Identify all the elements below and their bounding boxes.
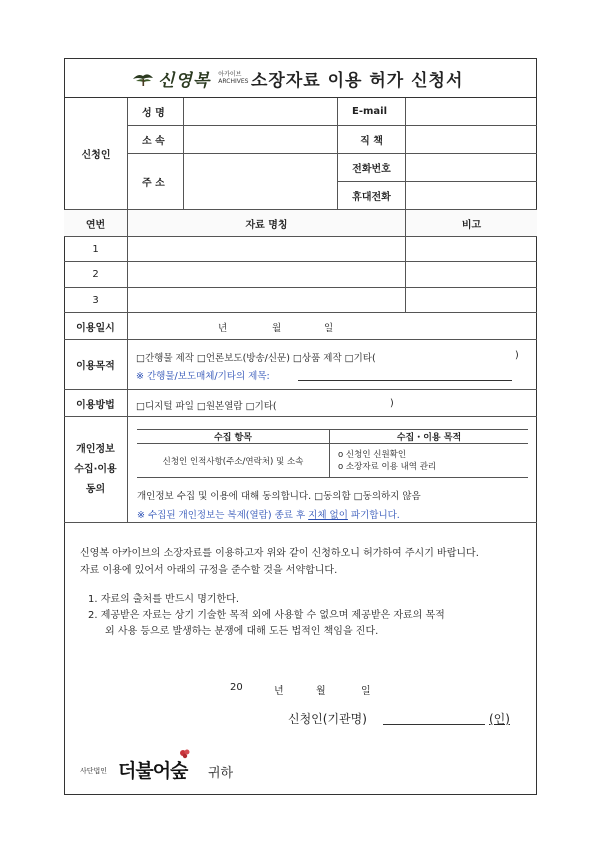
- privacy-note-before: ※ 수집된 개인정보는 복제(열람) 종료 후: [137, 510, 309, 521]
- usage-year: 년: [218, 323, 228, 334]
- privacy-col1-header: 수집 항목: [137, 429, 330, 444]
- privacy-destroy-note: [137, 507, 400, 521]
- materials-row-no: 3: [64, 288, 128, 313]
- privacy-note-underlined: 지체 없이: [308, 510, 348, 521]
- logo-sub-english: ARCHIVES: [218, 78, 249, 85]
- materials-row-note[interactable]: [406, 237, 537, 262]
- email-label: E-mail: [338, 98, 406, 126]
- email-field[interactable]: [406, 98, 537, 126]
- phone-field[interactable]: [406, 154, 537, 182]
- form-header: [64, 58, 537, 98]
- seal-flower-icon: [178, 747, 192, 761]
- privacy-label: [64, 417, 128, 523]
- applicant-section-label: 신청인: [64, 98, 128, 210]
- usage-month: 월: [272, 323, 282, 334]
- address-label: 주 소: [128, 154, 184, 210]
- materials-row-name[interactable]: [128, 262, 406, 288]
- materials-no-header: 연번: [64, 210, 128, 237]
- method-options-close: ): [390, 398, 394, 409]
- name-label: 성 명: [128, 98, 184, 126]
- addressee-label: 귀하: [208, 766, 234, 781]
- logo-subtitle: [218, 71, 248, 85]
- org-small-label: 사단법인: [80, 767, 108, 775]
- applicant-org-label: 신청인(기관명): [288, 712, 367, 726]
- materials-row-name[interactable]: [128, 288, 406, 313]
- archive-logo: [132, 67, 248, 89]
- method-options[interactable]: □디지털 파일 □원본열람 □기타(: [136, 401, 277, 412]
- logo-text: 신영복: [158, 70, 211, 91]
- statement-line-1: 신영복 아카이브의 소장자료를 이용하고자 위와 같이 신청하오니 허가하여 주시기 바랍니다.: [80, 548, 479, 559]
- form-title: 소장자료 이용 허가 신청서: [251, 71, 464, 91]
- logo-sub-korean: 아카이브: [218, 71, 242, 78]
- org-name-logo: 더불어숲: [118, 760, 188, 782]
- materials-name-header: 자료 명칭: [128, 210, 406, 237]
- purpose-title-note: ※ 간행물/보도매체/기타의 제목:: [136, 371, 270, 382]
- rule-2-line-1: 2. 제공받은 자료는 상기 기술한 목적 외에 사용할 수 없으며 제공받은 자료의 목적: [88, 610, 445, 621]
- method-label: 이용방법: [64, 390, 128, 417]
- address-field[interactable]: [184, 154, 338, 210]
- privacy-label-line3: 동의: [85, 483, 106, 495]
- sign-year-prefix: 20: [230, 682, 243, 693]
- materials-row-note[interactable]: [406, 262, 537, 288]
- materials-row-no: 1: [64, 237, 128, 262]
- privacy-purpose: [330, 444, 528, 478]
- seal-mark: (인): [489, 712, 510, 726]
- purpose-label: 이용목적: [64, 340, 128, 390]
- mobile-label: 휴대전화: [338, 182, 406, 210]
- pine-tree-icon: [132, 70, 154, 86]
- materials-row-note[interactable]: [406, 288, 537, 313]
- applicant-sign-line[interactable]: [383, 724, 485, 725]
- name-field[interactable]: [184, 98, 338, 126]
- privacy-label-line2: 수집·이용: [74, 463, 117, 475]
- usage-day: 일: [324, 323, 334, 334]
- sign-year: 년: [274, 686, 284, 697]
- sign-day: 일: [361, 686, 371, 697]
- mobile-field[interactable]: [406, 182, 537, 210]
- usage-date-label: 이용일시: [64, 313, 128, 340]
- privacy-note-after: 파기합니다.: [347, 510, 400, 521]
- affiliation-field[interactable]: [184, 126, 338, 154]
- materials-row-no: 2: [64, 262, 128, 288]
- statement-line-2: 자료 이용에 있어서 아래의 규정을 준수할 것을 서약합니다.: [80, 565, 338, 576]
- phone-label: 전화번호: [338, 154, 406, 182]
- purpose-options[interactable]: □간행물 제작 □언론보도(방송/신문) □상품 제작 □기타(: [136, 353, 376, 364]
- privacy-purpose-2: o 소장자료 이용 내역 관리: [338, 461, 437, 472]
- privacy-purpose-1: o 신청인 신원확인: [338, 449, 407, 460]
- privacy-item: 신청인 인적사항(주소/연락처) 및 소속: [137, 444, 330, 478]
- purpose-title-line[interactable]: [298, 380, 512, 381]
- privacy-consent-options[interactable]: 개인정보 수집 및 이용에 대해 동의합니다. □동의함 □동의하지 않음: [137, 491, 421, 502]
- position-field[interactable]: [406, 126, 537, 154]
- privacy-label-line1: 개인정보: [76, 443, 115, 455]
- affiliation-label: 소 속: [128, 126, 184, 154]
- rule-1: 1. 자료의 출처를 반드시 명기한다.: [88, 594, 240, 605]
- rule-2-line-2: 외 사용 등으로 발생하는 분쟁에 대해 도든 법적인 책임을 진다.: [105, 626, 379, 637]
- materials-note-header: 비고: [406, 210, 537, 237]
- purpose-field[interactable]: [128, 340, 537, 390]
- purpose-options-close: ): [515, 350, 519, 361]
- position-label: 직 책: [338, 126, 406, 154]
- sign-month: 월: [316, 686, 326, 697]
- materials-row-name[interactable]: [128, 237, 406, 262]
- privacy-col2-header: 수집・이용 목적: [330, 429, 528, 444]
